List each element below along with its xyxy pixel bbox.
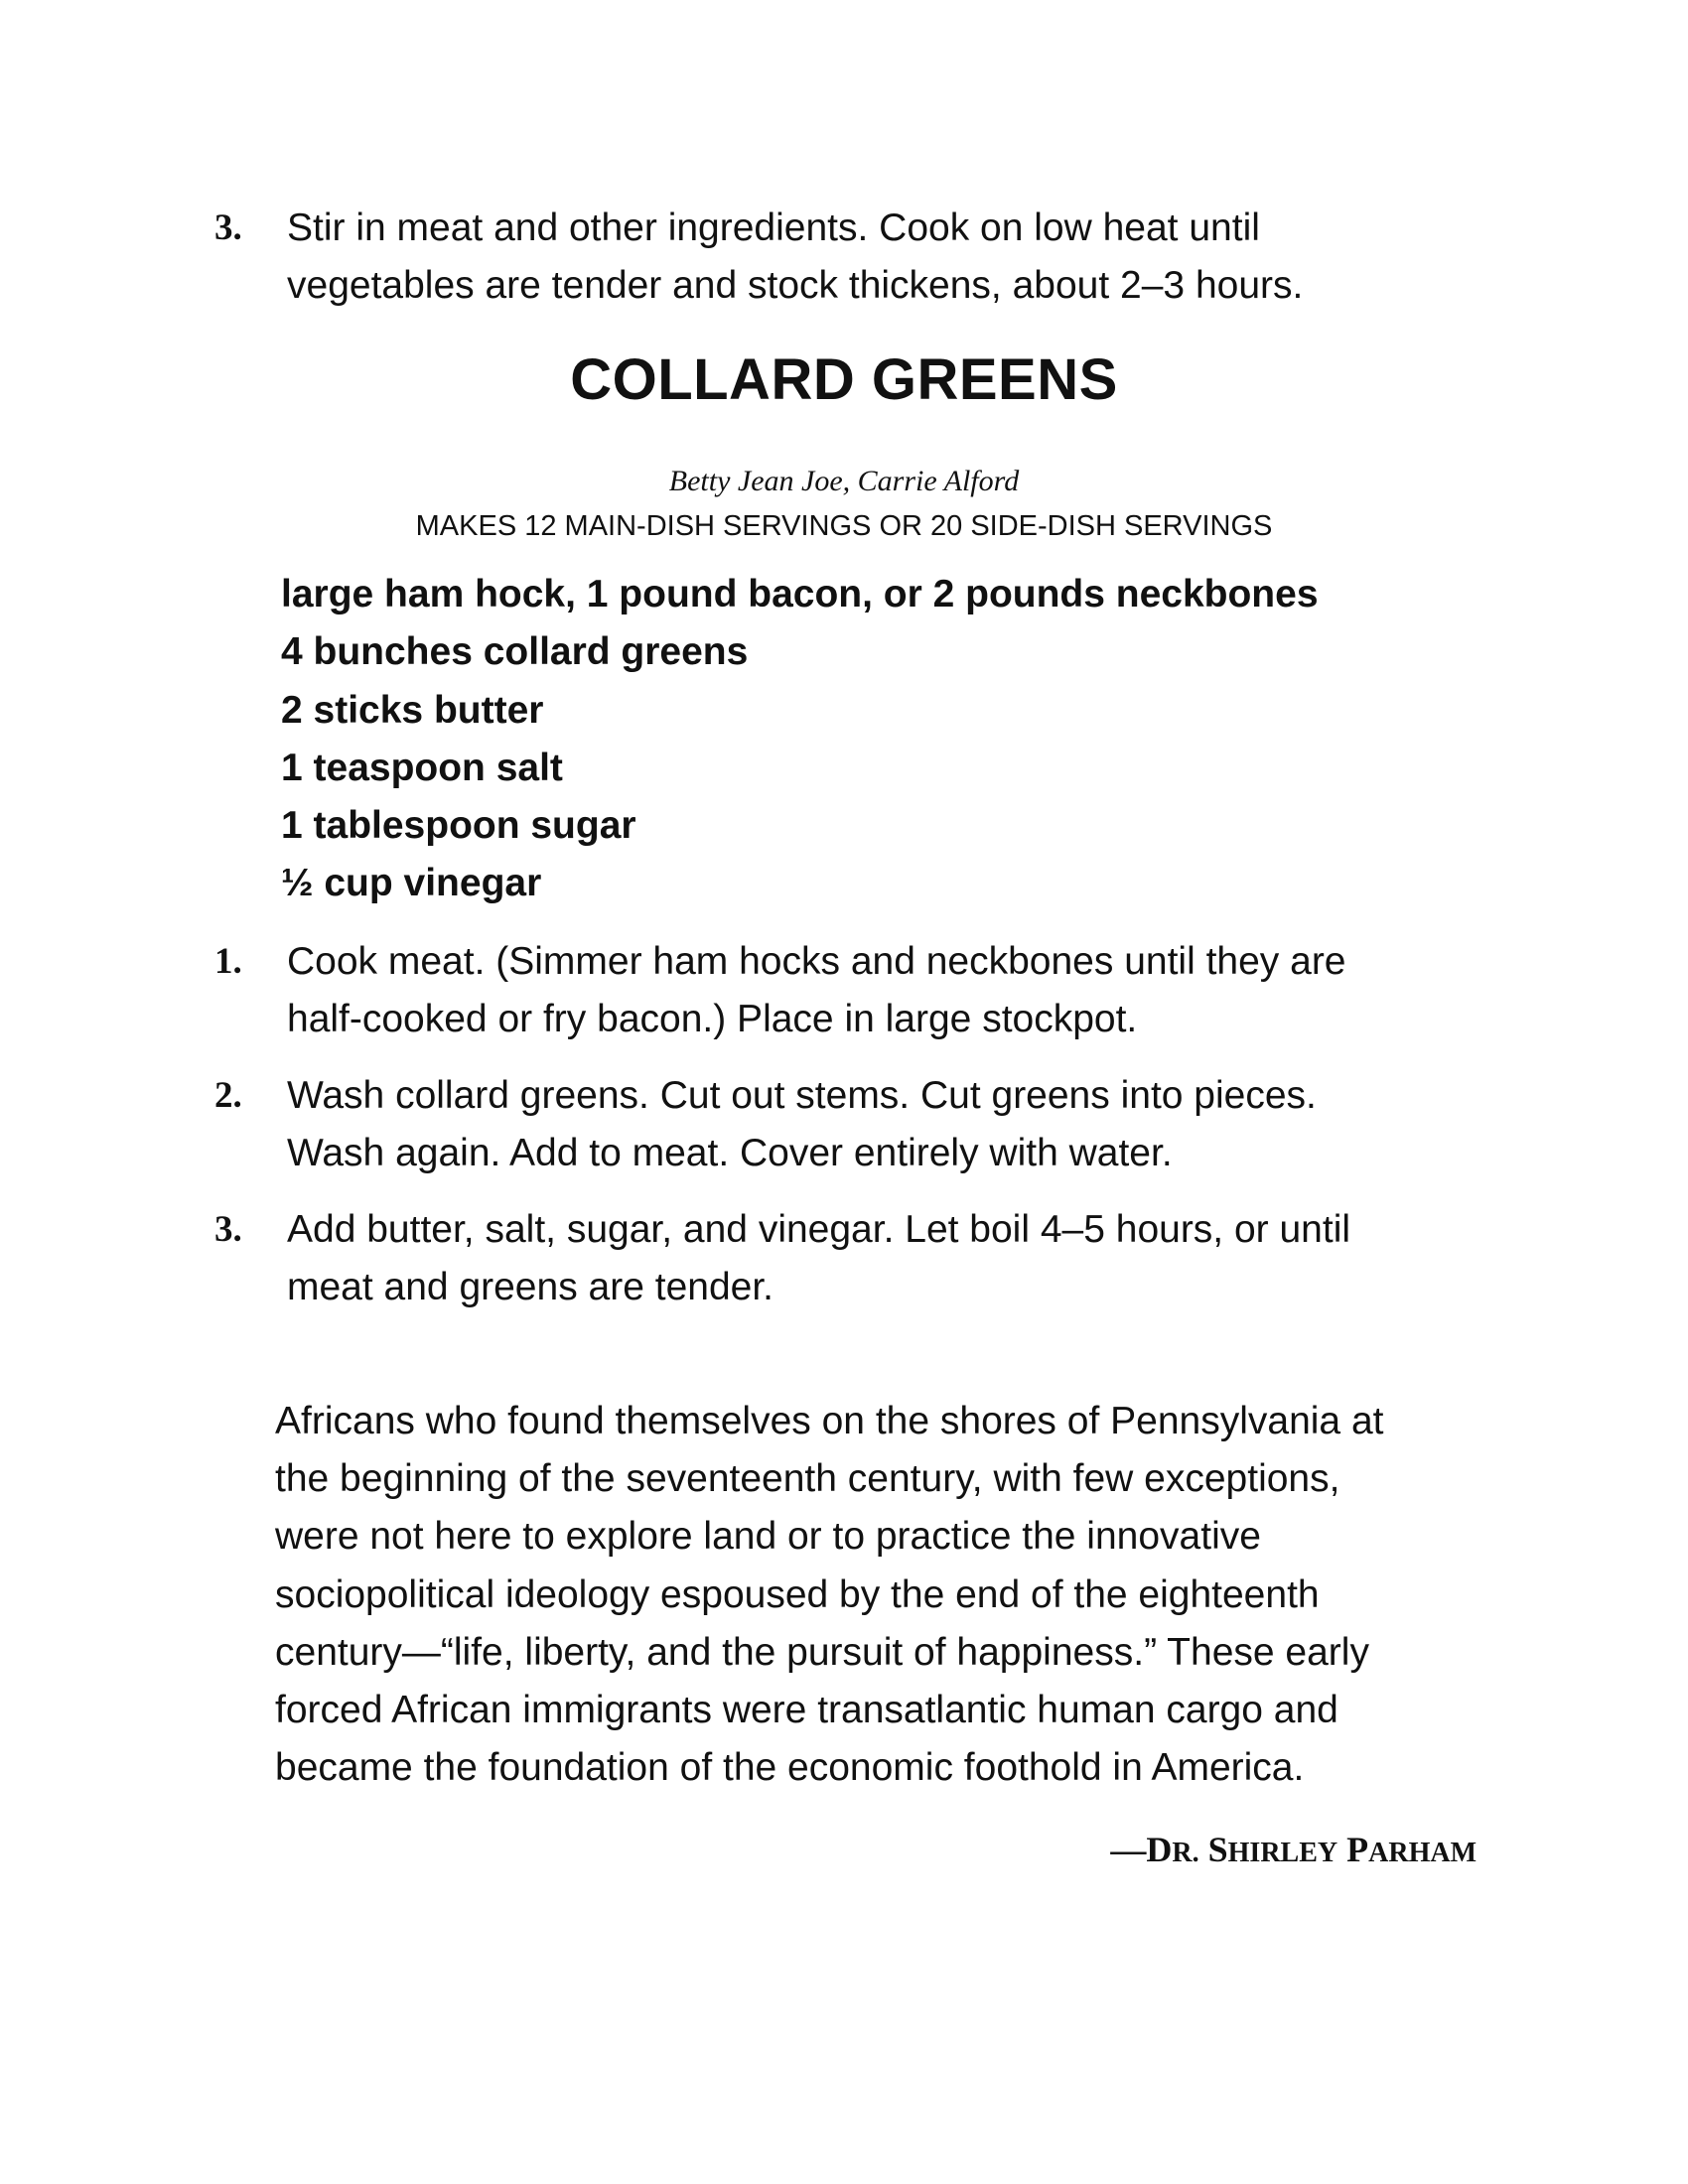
- ingredient-item: 1 tablespoon sugar: [281, 804, 636, 848]
- attribution-initial: P: [1346, 1830, 1369, 1869]
- step-text: [287, 933, 1478, 1048]
- historical-quote: [275, 1393, 1566, 1797]
- step-line: meat and greens are tender.: [287, 1266, 774, 1308]
- ingredient-item: 4 bunches collard greens: [281, 630, 749, 674]
- step-number: 2.: [214, 1075, 242, 1116]
- quote-line: century—“life, liberty, and the pursuit of happiness.” These early: [275, 1630, 1369, 1674]
- step-number: 1.: [214, 941, 242, 982]
- step-line: Add butter, salt, sugar, and vinegar. Let boil 4–5 hours, or until: [287, 1208, 1351, 1251]
- recipe-servings: MAKES 12 MAIN-DISH SERVINGS OR 20 SIDE-DISH SERVINGS: [415, 510, 1273, 542]
- quote-attribution: [1110, 1825, 1477, 1878]
- step-line: Stir in meat and other ingredients. Cook on low heat until: [287, 206, 1260, 249]
- attribution-initial: S: [1207, 1830, 1228, 1869]
- recipe-authors: Betty Jean Joe, Carrie Alford: [668, 465, 1020, 497]
- ingredient-item: ½ cup vinegar: [281, 862, 542, 905]
- quote-line: sociopolitical ideology espoused by the end of the eighteenth: [275, 1572, 1320, 1616]
- attribution-dash: —: [1110, 1830, 1147, 1869]
- step-number: 3.: [214, 207, 242, 248]
- ingredient-item: 1 teaspoon salt: [281, 746, 563, 789]
- quote-line: the beginning of the seventeenth century, with few exceptions,: [275, 1457, 1340, 1501]
- step-line: Wash collard greens. Cut out stems. Cut greens into pieces.: [287, 1074, 1317, 1117]
- step-text: [287, 1067, 1478, 1182]
- attribution-small-caps: ARHAM: [1368, 1838, 1477, 1868]
- ingredient-item: large ham hock, 1 pound bacon, or 2 pounds neckbones: [281, 573, 1319, 615]
- step-number: 3.: [214, 1209, 242, 1250]
- ingredient-item: 2 sticks butter: [281, 688, 544, 732]
- recipe-title: COLLARD GREENS: [570, 347, 1118, 412]
- attribution-small-caps: HIRLEY: [1227, 1838, 1338, 1868]
- quote-line: forced African immigrants were transatlantic human cargo and: [275, 1689, 1338, 1732]
- step-text: [287, 200, 1478, 315]
- attribution-small-caps: R.: [1172, 1838, 1199, 1868]
- step-line: half-cooked or fry bacon.) Place in large stockpot.: [287, 998, 1138, 1040]
- attribution-initial: D: [1146, 1830, 1173, 1869]
- quote-line: became the foundation of the economic foothold in America.: [275, 1746, 1305, 1790]
- step-line: Cook meat. (Simmer ham hocks and neckbones until they are: [287, 940, 1346, 983]
- ingredient-list: [281, 566, 1572, 913]
- quote-line: Africans who found themselves on the shores of Pennsylvania at: [275, 1400, 1384, 1442]
- quote-line: were not here to explore land or to practice the innovative: [275, 1515, 1261, 1559]
- step-line: Wash again. Add to meat. Cover entirely with water.: [287, 1132, 1173, 1174]
- step-text: [287, 1201, 1478, 1316]
- step-line: vegetables are tender and stock thickens, about 2–3 hours.: [287, 264, 1304, 307]
